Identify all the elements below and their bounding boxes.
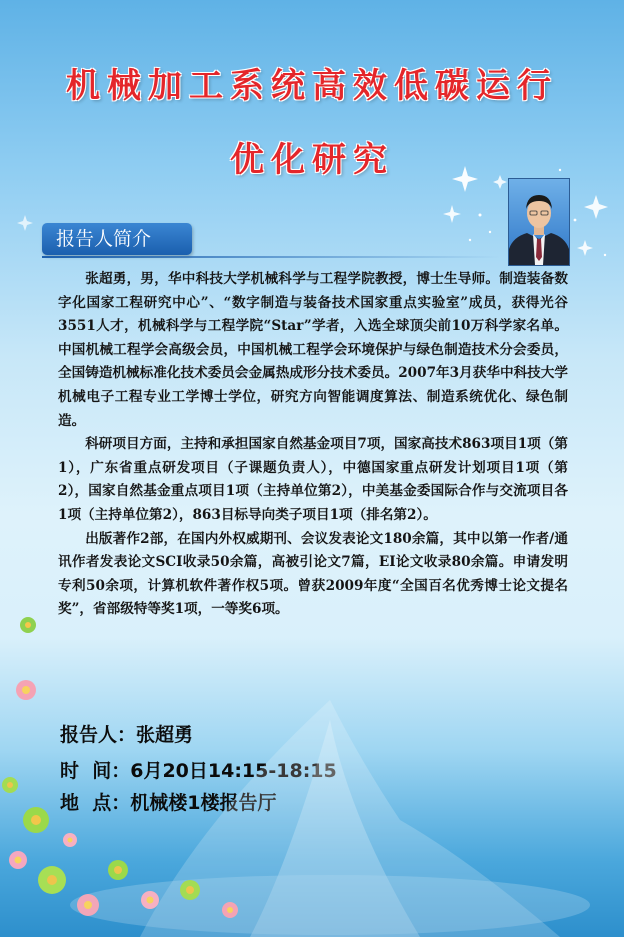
speaker-bio [58, 268, 568, 622]
section-divider [42, 256, 500, 258]
reporter-name: 张超勇 [136, 724, 194, 746]
time-row [60, 756, 337, 783]
bio-paragraph-2: 科研项目方面，主持和承担国家自然基金项目7项，国家高技术863项目1项（第1），广东省重点研发项目（子课题负责人），中德国家重点研发计划项目1项（第2），国家自然基金重点项目1项（主持单位第2），中美基金委国际合作与交流项目各1项（主持单位第2），863目标导向类子项目1项（排名第2）。 [58, 436, 568, 523]
poster-title-line-1: 机械加工系统高效低碳运行 [66, 66, 558, 106]
place-row [60, 788, 276, 815]
speaker-photo [508, 178, 570, 266]
poster-title-line-2: 优化研究 [230, 140, 394, 180]
bio-paragraph-1: 张超勇，男，华中科技大学机械科学与工程学院教授，博士生导师。制造装备数字化国家工程研究中心”、“数字制造与装备技术国家重点实验室”成员，获得光谷3551人才，机械科学与工程学院“Star”学者，入选全球顶尖前10万科学家名单。中国机械工程学会高级会员，中国机械工程学会环境保护与绿色制造技术分会委员，全国铸造机械标准化技术委员会金属热成形分技术委员。2007年3月获华中科技大学机械电子工程专业工学博士学位，研究方向智能调度算法、制造系统优化、绿色制造。 [58, 271, 568, 429]
time-label: 时 间： [60, 760, 131, 782]
section-tag-speaker-intro: 报告人简介 [42, 223, 192, 255]
time-value: 6月20日14:15-18:15 [130, 760, 337, 782]
reporter-row [60, 720, 193, 747]
reporter-label: 报告人： [60, 724, 137, 746]
bio-paragraph-3: 出版著作2部，在国内外权威期刊、会议发表论文180余篇，其中以第一作者/通讯作者发表论文SCI收录50余篇，高被引论文7篇，EI论文收录80余篇。申请发明专利50余项，计算机软件著作权5项。曾获2009年度“全国百名优秀博士论文提名奖”，省部级特等奖1项，一等奖6项。 [58, 530, 568, 618]
place-value: 机械楼1楼报告厅 [130, 792, 277, 814]
place-label: 地 点： [60, 792, 131, 814]
